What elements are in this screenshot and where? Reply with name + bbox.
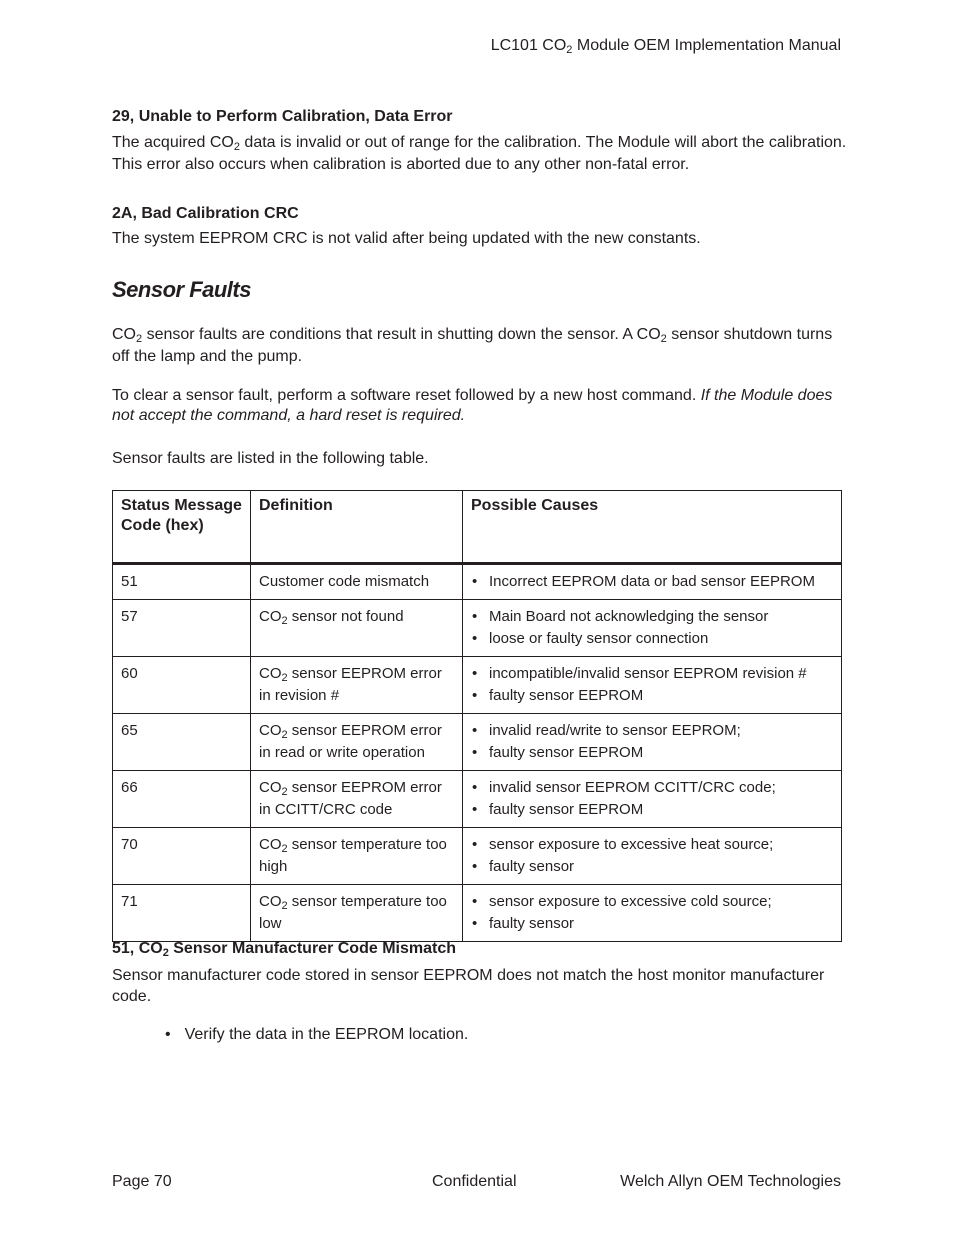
cause-item: • faulty sensor EEPROM bbox=[471, 685, 833, 707]
causes-list bbox=[471, 891, 833, 935]
table-row bbox=[113, 771, 842, 828]
section-2a-text: The system EEPROM CRC is not valid after being updated with the new constants. bbox=[112, 230, 701, 247]
definition-text: Customer code mismatch bbox=[259, 573, 430, 590]
cause-item: • Main Board not acknowledging the sensor bbox=[471, 606, 833, 628]
table-row bbox=[113, 600, 842, 657]
intro-text-b: sensor faults are conditions that result in shutting down the sensor. A CO bbox=[142, 326, 661, 343]
causes-cell bbox=[463, 600, 842, 657]
clear-text: To clear a sensor fault, perform a software reset followed by a new host command. bbox=[112, 387, 701, 404]
causes-cell bbox=[463, 714, 842, 771]
co2-subscript: 2 bbox=[233, 141, 240, 153]
definition-cell bbox=[251, 600, 463, 657]
co2-text: CO bbox=[259, 722, 282, 739]
cause-item: • incompatible/invalid sensor EEPROM revision # bbox=[471, 663, 833, 685]
hard-reset-note: If the Module does not accept the command, a hard reset is required. bbox=[112, 387, 833, 424]
table-body bbox=[113, 564, 842, 942]
status-code-cell: 71 bbox=[113, 885, 251, 942]
heading-text-b: Sensor Manufacturer Code Mismatch bbox=[168, 940, 456, 957]
sensor-faults-heading: Sensor Faults bbox=[112, 277, 251, 302]
sensor-faults-clear-instructions bbox=[112, 386, 847, 426]
cause-item: • invalid read/write to sensor EEPROM; bbox=[471, 720, 833, 742]
co2-subscript: 2 bbox=[281, 672, 288, 684]
table-row bbox=[113, 828, 842, 885]
cause-item: • faulty sensor EEPROM bbox=[471, 742, 833, 764]
header-title-text-end: Module OEM Implementation Manual bbox=[572, 37, 841, 54]
causes-cell bbox=[463, 771, 842, 828]
definition-text: sensor EEPROM error in revision # bbox=[259, 665, 442, 704]
cause-item: • faulty sensor EEPROM bbox=[471, 799, 833, 821]
causes-list bbox=[471, 606, 833, 650]
heading-text-a: 51, CO bbox=[112, 940, 163, 957]
bullet-marker: • bbox=[165, 1026, 171, 1043]
verify-bullet-text: Verify the data in the EEPROM location. bbox=[184, 1026, 469, 1043]
cause-item: • Incorrect EEPROM data or bad sensor EEPROM bbox=[471, 571, 833, 593]
co2-text: CO bbox=[259, 779, 282, 796]
cause-item: • faulty sensor bbox=[471, 856, 833, 878]
status-code-cell: 66 bbox=[113, 771, 251, 828]
table-row bbox=[113, 657, 842, 714]
co2-subscript: 2 bbox=[281, 843, 288, 855]
section-29-text-end: data is invalid or out of range for the calibration. The Module will abort the calibration. This error also occurs when calibration is aborted due to any other non-fatal error. bbox=[112, 134, 847, 173]
definition-cell bbox=[251, 714, 463, 771]
co2-subscript: 2 bbox=[162, 947, 169, 959]
column-header-causes: Possible Causes bbox=[463, 491, 842, 564]
causes-cell bbox=[463, 564, 842, 600]
cause-item: • invalid sensor EEPROM CCITT/CRC code; bbox=[471, 777, 833, 799]
table-intro: Sensor faults are listed in the following table. bbox=[112, 450, 429, 467]
co2-subscript: 2 bbox=[136, 333, 143, 345]
co2-text: CO bbox=[259, 665, 282, 682]
section-51-text: Sensor manufacturer code stored in sensor EEPROM does not match the host monitor manufacturer code. bbox=[112, 967, 825, 1005]
status-code-cell: 65 bbox=[113, 714, 251, 771]
co2-subscript: 2 bbox=[281, 900, 288, 912]
definition-text: sensor EEPROM error in CCITT/CRC code bbox=[259, 779, 442, 818]
definition-cell bbox=[251, 564, 463, 600]
definition-text: sensor temperature too low bbox=[259, 893, 447, 932]
column-header-code: Status Message Code (hex) bbox=[113, 491, 251, 564]
causes-cell bbox=[463, 657, 842, 714]
header-title-text: LC101 CO bbox=[490, 37, 567, 54]
table-row bbox=[113, 714, 842, 771]
header-subscript: 2 bbox=[566, 44, 573, 56]
causes-cell bbox=[463, 885, 842, 942]
status-code-cell: 57 bbox=[113, 600, 251, 657]
table-header-row bbox=[113, 491, 842, 564]
definition-cell bbox=[251, 885, 463, 942]
status-code-cell: 70 bbox=[113, 828, 251, 885]
co2-text: CO bbox=[259, 608, 282, 625]
section-29-text-start: The acquired CO bbox=[112, 134, 234, 151]
causes-list bbox=[471, 663, 833, 707]
cause-item: • sensor exposure to excessive heat source; bbox=[471, 834, 833, 856]
footer-page-number: Page 70 bbox=[112, 1173, 172, 1190]
status-code-cell: 51 bbox=[113, 564, 251, 600]
page-header bbox=[491, 37, 841, 55]
definition-text: sensor not found bbox=[287, 608, 404, 625]
table-row bbox=[113, 885, 842, 942]
section-2a-heading: 2A, Bad Calibration CRC bbox=[112, 205, 299, 222]
co2-subscript: 2 bbox=[281, 786, 288, 798]
cause-item: • faulty sensor bbox=[471, 913, 833, 935]
co2-text: CO bbox=[259, 836, 282, 853]
causes-list bbox=[471, 720, 833, 764]
definition-text: sensor temperature too high bbox=[259, 836, 447, 875]
intro-text-a: CO bbox=[112, 326, 136, 343]
section-51-heading bbox=[112, 940, 456, 958]
co2-subscript: 2 bbox=[281, 615, 288, 627]
intro-text-c: sensor shutdown turns off the lamp and the pump. bbox=[112, 326, 833, 365]
cause-item: • sensor exposure to excessive cold source; bbox=[471, 891, 833, 913]
causes-list bbox=[471, 571, 833, 593]
status-code-cell: 60 bbox=[113, 657, 251, 714]
footer-confidential: Confidential bbox=[432, 1173, 517, 1190]
footer-company: Welch Allyn OEM Technologies bbox=[620, 1173, 841, 1190]
sensor-faults-intro bbox=[112, 324, 847, 368]
verify-bullet bbox=[165, 1026, 468, 1044]
section-29-heading: 29, Unable to Perform Calibration, Data Error bbox=[112, 108, 453, 125]
definition-cell bbox=[251, 828, 463, 885]
definition-cell bbox=[251, 657, 463, 714]
table-row bbox=[113, 564, 842, 600]
causes-cell bbox=[463, 828, 842, 885]
section-29-text bbox=[112, 132, 847, 176]
co2-subscript: 2 bbox=[281, 729, 288, 741]
definition-text: sensor EEPROM error in read or write operation bbox=[259, 722, 442, 761]
co2-text: CO bbox=[259, 893, 282, 910]
cause-item: • loose or faulty sensor connection bbox=[471, 628, 833, 650]
causes-list bbox=[471, 777, 833, 821]
sensor-faults-table bbox=[112, 490, 842, 942]
column-header-definition: Definition bbox=[251, 491, 463, 564]
definition-cell bbox=[251, 771, 463, 828]
co2-subscript: 2 bbox=[660, 333, 667, 345]
causes-list bbox=[471, 834, 833, 878]
